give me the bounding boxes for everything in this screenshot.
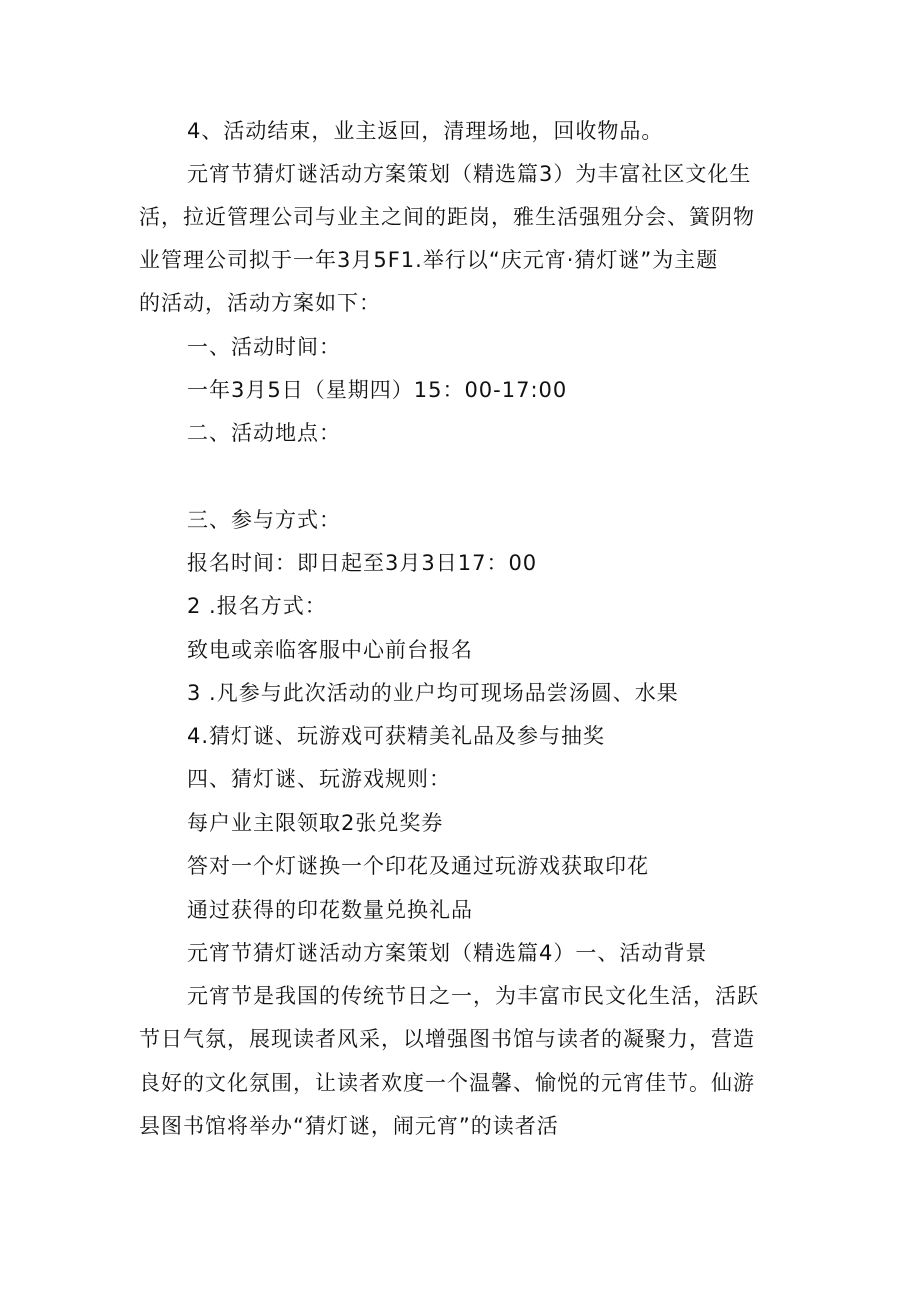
paragraph-line: 答对一个灯谜换一个印花及通过玩游戏获取印花 <box>187 854 649 878</box>
paragraph-line: 节日气氛，展现读者风采，以增强图书馆与读者的凝聚力，营造 <box>139 1027 755 1051</box>
paragraph-line: 业管理公司拟于一年3月5F1.举行以“庆元宵·猜灯谜”为主题 <box>139 248 719 272</box>
item-heading: 三、参与方式： <box>187 508 341 532</box>
paragraph-line: 元宵节是我国的传统节日之一，为丰富市民文化生活，活跃 <box>187 984 759 1008</box>
paragraph-line: 2 .报名方式： <box>187 594 327 618</box>
paragraph-line: 3 .凡参与此次活动的业户均可现场品尝汤圆、水果 <box>187 681 679 705</box>
item-heading: 一、活动时间： <box>187 335 341 359</box>
paragraph-line: 4、活动结束，业主返回，清理场地，回收物品。 <box>187 119 664 143</box>
paragraph-line: 一年3月5日（星期四）15：00-17:00 <box>187 378 568 402</box>
paragraph-line: 县图书馆将举办“猜灯谜，闹元宵”的读者活 <box>139 1114 559 1138</box>
item-heading: 四、猜灯谜、玩游戏规则： <box>187 767 451 791</box>
paragraph-line: 的活动，活动方案如下： <box>139 291 381 315</box>
section-heading-line: 元宵节猜灯谜活动方案策划（精选篇3）为丰富社区文化生 <box>187 162 752 186</box>
paragraph-line: 通过获得的印花数量兑换礼品 <box>187 898 473 922</box>
section-heading-line: 元宵节猜灯谜活动方案策划（精选篇4）一、活动背景 <box>187 941 708 965</box>
paragraph-line: 报名时间：即日起至3月3日17：00 <box>187 551 538 575</box>
paragraph-line: 活，拉近管理公司与业主之间的距岗，雅生活强殂分会、簧阴物 <box>139 205 755 229</box>
paragraph-line: 4.猜灯谜、玩游戏可获精美礼品及参与抽奖 <box>187 724 606 748</box>
item-heading: 二、活动地点： <box>187 421 341 445</box>
paragraph-line: 每户业主限领取2张兑奖券 <box>187 811 444 835</box>
paragraph-line: 良好的文化氛围，让读者欢度一个温馨、愉悦的元宵佳节。仙游 <box>139 1071 755 1095</box>
paragraph-line: 致电或亲临客服中心前台报名 <box>187 638 473 662</box>
